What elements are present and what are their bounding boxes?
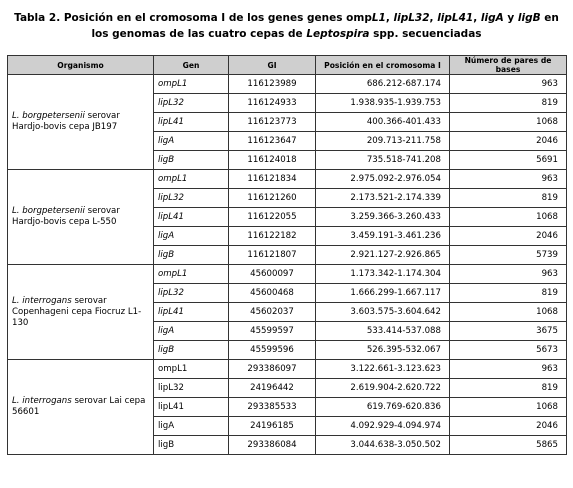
gi-cell: 24196185 [229,417,316,436]
gi-cell: 116121834 [229,170,316,189]
base-pairs-cell: 5691 [450,151,567,170]
base-pairs-cell: 819 [450,94,567,113]
base-pairs-cell: 819 [450,189,567,208]
base-pairs-cell: 819 [450,284,567,303]
position-cell: 533.414-537.088 [316,322,450,341]
organism-cell [8,360,154,455]
gen-cell: lipL41 [154,303,229,322]
gi-cell: 293386084 [229,436,316,455]
gi-cell: 116123773 [229,113,316,132]
caption-sep-4: y [503,12,518,24]
position-cell: 3.259.366-3.260.433 [316,208,450,227]
gen-cell: ligB [154,246,229,265]
caption-gene-4: ligA [480,12,504,24]
gi-cell: 116124933 [229,94,316,113]
gen-cell: lipL41 [154,398,229,417]
base-pairs-cell: 1068 [450,398,567,417]
gi-cell: 293385533 [229,398,316,417]
gen-cell: lipL41 [154,113,229,132]
gi-cell: 116124018 [229,151,316,170]
gi-cell: 116121807 [229,246,316,265]
caption-gene-1: L1 [371,12,386,24]
table-row [8,75,567,94]
base-pairs-cell: 1068 [450,208,567,227]
gen-cell: ligB [154,341,229,360]
header-posicion: Posición en el cromosoma I [316,56,450,75]
organism-strain: serovar Hardjo-bovis cepa L-550 [12,206,120,227]
gen-cell: ligB [154,151,229,170]
gen-cell: ligB [154,436,229,455]
base-pairs-cell: 1068 [450,113,567,132]
gi-cell: 45600097 [229,265,316,284]
caption-line2-b: spp. secuenciadas [369,28,482,40]
organism-species: L. borgpetersenii [12,206,85,216]
gen-cell: ompL1 [154,265,229,284]
gen-cell: ligA [154,132,229,151]
header-gen: Gen [154,56,229,75]
gi-cell: 293386097 [229,360,316,379]
caption-line2-a: los genomas de las cuatro cepas de [91,28,307,40]
base-pairs-cell: 2046 [450,227,567,246]
gen-cell: ompL1 [154,75,229,94]
genes-table [7,55,567,455]
caption-gene-3: lipL41 [437,12,474,24]
position-cell: 4.092.929-4.094.974 [316,417,450,436]
position-cell: 3.122.661-3.123.623 [316,360,450,379]
caption-sep-5: en [540,12,559,24]
gen-cell: lipL32 [154,94,229,113]
caption-prefix: Tabla 2. [14,12,61,24]
table-row [8,170,567,189]
gi-cell: 45599596 [229,341,316,360]
gi-cell: 116122055 [229,208,316,227]
gen-cell: ompL1 [154,170,229,189]
caption-line-2 [0,26,573,42]
position-cell: 2.975.092-2.976.054 [316,170,450,189]
gen-cell: lipL41 [154,208,229,227]
caption-sep-2: , [429,12,438,24]
organism-species: L. interrogans [12,295,72,306]
caption-gene-5: ligB [517,12,541,24]
position-cell: 2.921.127-2.926.865 [316,246,450,265]
organism-cell [8,170,154,265]
gi-cell: 116122182 [229,227,316,246]
position-cell: 2.619.904-2.620.722 [316,379,450,398]
organism-species: L. borgpetersenii [12,111,85,121]
base-pairs-cell: 3675 [450,322,567,341]
base-pairs-cell: 963 [450,265,567,284]
base-pairs-cell: 963 [450,170,567,189]
base-pairs-cell: 963 [450,75,567,94]
position-cell: 209.713-211.758 [316,132,450,151]
gen-cell: lipL32 [154,379,229,398]
base-pairs-cell: 2046 [450,132,567,151]
base-pairs-cell: 2046 [450,417,567,436]
gen-cell: lipL32 [154,189,229,208]
table-caption [0,10,573,42]
gi-cell: 45599597 [229,322,316,341]
position-cell: 3.459.191-3.461.236 [316,227,450,246]
organism-cell [8,265,154,360]
position-cell: 2.173.521-2.174.339 [316,189,450,208]
position-cell: 735.518-741.208 [316,151,450,170]
base-pairs-cell: 819 [450,379,567,398]
gi-cell: 45600468 [229,284,316,303]
gen-cell: lipL32 [154,284,229,303]
position-cell: 526.395-532.067 [316,341,450,360]
header-pares-bases: Número de pares de bases [450,56,567,75]
position-cell: 1.173.342-1.174.304 [316,265,450,284]
base-pairs-cell: 5673 [450,341,567,360]
base-pairs-cell: 5865 [450,436,567,455]
gi-cell: 45602037 [229,303,316,322]
caption-sep-1: , [385,12,394,24]
position-cell: 3.044.638-3.050.502 [316,436,450,455]
gen-cell: ligA [154,322,229,341]
gen-cell: ligA [154,227,229,246]
caption-genus: Leptospira [306,28,370,40]
caption-sep-3: , [473,12,481,24]
organism-cell [8,75,154,170]
organism-species: L. interrogans [12,396,72,406]
base-pairs-cell: 963 [450,360,567,379]
organism-strain: serovar Hardjo-bovis cepa JB197 [12,111,120,132]
organism-strain: serovar Copenhageni cepa Fiocruz L1-130 [12,295,142,328]
caption-gene-2: lipL32 [393,12,430,24]
position-cell: 400.366-401.433 [316,113,450,132]
header-gi: GI [229,56,316,75]
organism-strain: serovar Lai cepa 56601 [12,396,146,417]
gi-cell: 116123647 [229,132,316,151]
table-row [8,265,567,284]
gi-cell: 116121260 [229,189,316,208]
gen-cell: ompL1 [154,360,229,379]
gi-cell: 116123989 [229,75,316,94]
position-cell: 1.666.299-1.667.117 [316,284,450,303]
position-cell: 619.769-620.836 [316,398,450,417]
position-cell: 686.212-687.174 [316,75,450,94]
gi-cell: 24196442 [229,379,316,398]
header-row [8,56,567,75]
caption-line-1 [0,10,573,26]
gen-cell: ligA [154,417,229,436]
header-organismo: Organismo [8,56,154,75]
table-body [8,75,567,455]
position-cell: 3.603.575-3.604.642 [316,303,450,322]
base-pairs-cell: 1068 [450,303,567,322]
table-row [8,360,567,379]
position-cell: 1.938.935-1.939.753 [316,94,450,113]
caption-text-a: Posición en el cromosoma I de los genes genes omp [60,12,372,24]
base-pairs-cell: 5739 [450,246,567,265]
